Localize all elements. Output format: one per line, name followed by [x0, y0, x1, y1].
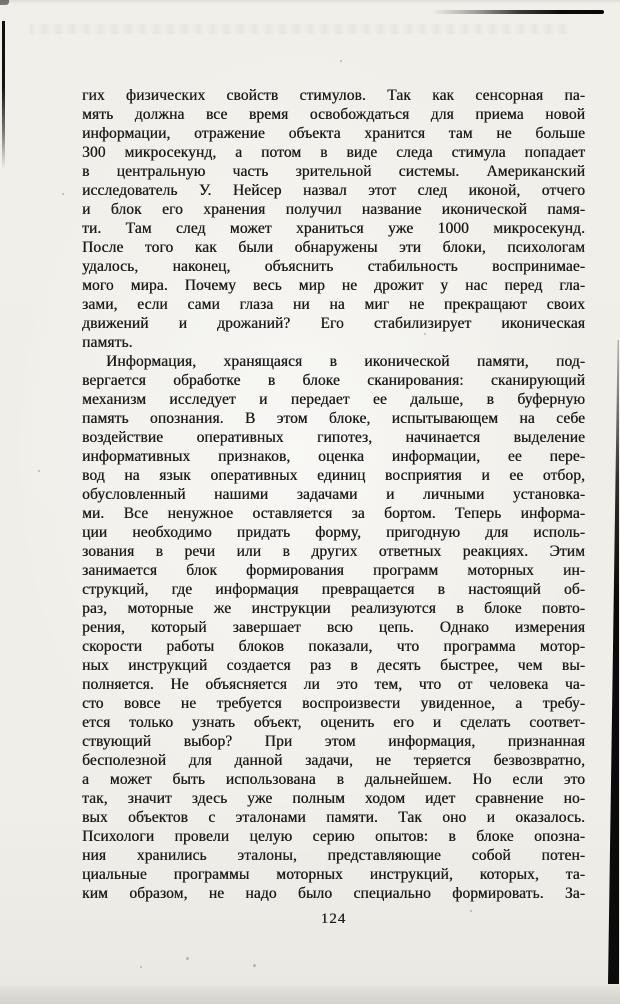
text-line: мять должна все время освобождаться для приема новой [82, 106, 585, 123]
text-line: После того как были обнаружены эти блоки, психологам [82, 239, 585, 256]
page-text [82, 86, 585, 903]
text-line: зования в речи или в других ответных реакциях. Этим [82, 543, 585, 560]
text-line: струкций, где информация превращается в настоящий об- [82, 581, 585, 598]
text-line: в центральную часть зрительной системы. Американский [82, 163, 585, 180]
text-line: воздействие оперативных гипотез, начинается выделение [82, 429, 585, 446]
text-line: бесполезной для данной задачи, не теряется безвозвратно, [82, 752, 585, 769]
text-line: исследователь У. Нейсер назвал этот след иконой, отчего [82, 182, 585, 199]
text-line: ствующий выбор? При этом информация, признанная [82, 733, 585, 750]
right-edge-binding-shadow [608, 340, 619, 984]
text-line: информации, отражение объекта хранится там не больше [82, 125, 585, 142]
text-line: информативных признаков, оценка информации, ее пере- [82, 448, 585, 465]
text-line: Информация, хранящаяся в иконической памяти, под- [106, 353, 585, 370]
text-line: ким образом, не надо было специально формировать. За- [82, 885, 585, 902]
text-line: так, значит здесь уже полным ходом идет сравнение но- [82, 790, 585, 807]
text-line: движений и дрожаний? Его стабилизирует иконическая [82, 315, 585, 332]
scan-speck [186, 957, 189, 960]
scan-speck [520, 248, 522, 250]
text-line: память опознания. В этом блоке, испытывающем на себе [82, 410, 585, 427]
scan-speck [470, 910, 472, 912]
text-line: вод на язык оперативных единиц восприятия и ее отбор, [82, 467, 585, 484]
top-right-scan-line [432, 10, 604, 14]
top-left-corner-mark [0, 0, 9, 5]
scan-smudge [30, 24, 570, 34]
top-edge-shading [0, 0, 620, 4]
bottom-edge-shading [0, 986, 620, 1004]
text-line: ных инструкций создается раз в десять быстрее, чем вы- [82, 657, 585, 674]
text-line: ми. Все ненужное оставляется за бортом. Теперь информа- [82, 505, 585, 522]
text-line: Психологи провели целую серию опытов: в блоке опозна- [82, 828, 585, 845]
scan-speck [62, 193, 64, 195]
scan-speck [205, 870, 207, 872]
text-line: память. [82, 334, 133, 351]
scan-speck [140, 966, 142, 968]
text-line: обусловленный нашими задачами и личными установка- [82, 486, 585, 503]
text-line: ния хранились эталоны, представляющие собой потен- [82, 847, 585, 864]
page-number: 124 [320, 911, 347, 927]
left-edge-scan-line [2, 21, 5, 169]
scan-speck [38, 470, 40, 472]
text-line: вергается обработке в блоке сканирования: сканирующий [82, 372, 585, 389]
text-line: скорости работы блоков показали, что программа мотор- [82, 638, 585, 655]
text-line: раз, моторные же инструкции реализуются в блоке повто- [82, 600, 585, 617]
text-line: и блок его хранения получил название иконической памя- [82, 201, 585, 218]
scan-speck [253, 964, 256, 967]
scan-speck [424, 333, 426, 335]
text-line: вых объектов с эталонами памяти. Так оно и оказалось. [82, 809, 585, 826]
scan-speck [340, 60, 342, 62]
text-line: ется только узнать объект, оценить его и сделать соответ- [82, 714, 585, 731]
text-line: циальные программы моторных инструкций, которых, та- [82, 866, 585, 883]
text-line: а может быть использована в дальнейшем. Но если это [82, 771, 585, 788]
text-line: ти. Там след может храниться уже 1000 микросекунд. [82, 220, 585, 237]
text-line: ции необходимо придать форму, пригодную для исполь- [82, 524, 585, 541]
text-line: рения, который завершает всю цепь. Однако измерения [82, 619, 585, 636]
text-line: мого мира. Почему весь мир не дрожит у нас перед гла- [82, 277, 585, 294]
text-line: занимается блок формирования программ моторных ин- [82, 562, 585, 579]
text-line: 300 микросекунд, а потом в виде следа стимула попадает [82, 144, 585, 161]
text-line: механизм исследует и передает ее дальше, в буферную [82, 391, 585, 408]
text-line: удалось, наконец, объяснить стабильность воспринимае- [82, 258, 585, 275]
text-line: гих физических свойств стимулов. Так как сенсорная па- [82, 87, 585, 104]
text-line: зами, если сами глаза ни на миг не прекращают своих [82, 296, 585, 313]
text-line: сто вовсе не требуется воспроизвести увиденное, а требу- [82, 695, 585, 712]
text-line: полняется. Не объясняется ли это тем, что от человека ча- [82, 676, 585, 693]
